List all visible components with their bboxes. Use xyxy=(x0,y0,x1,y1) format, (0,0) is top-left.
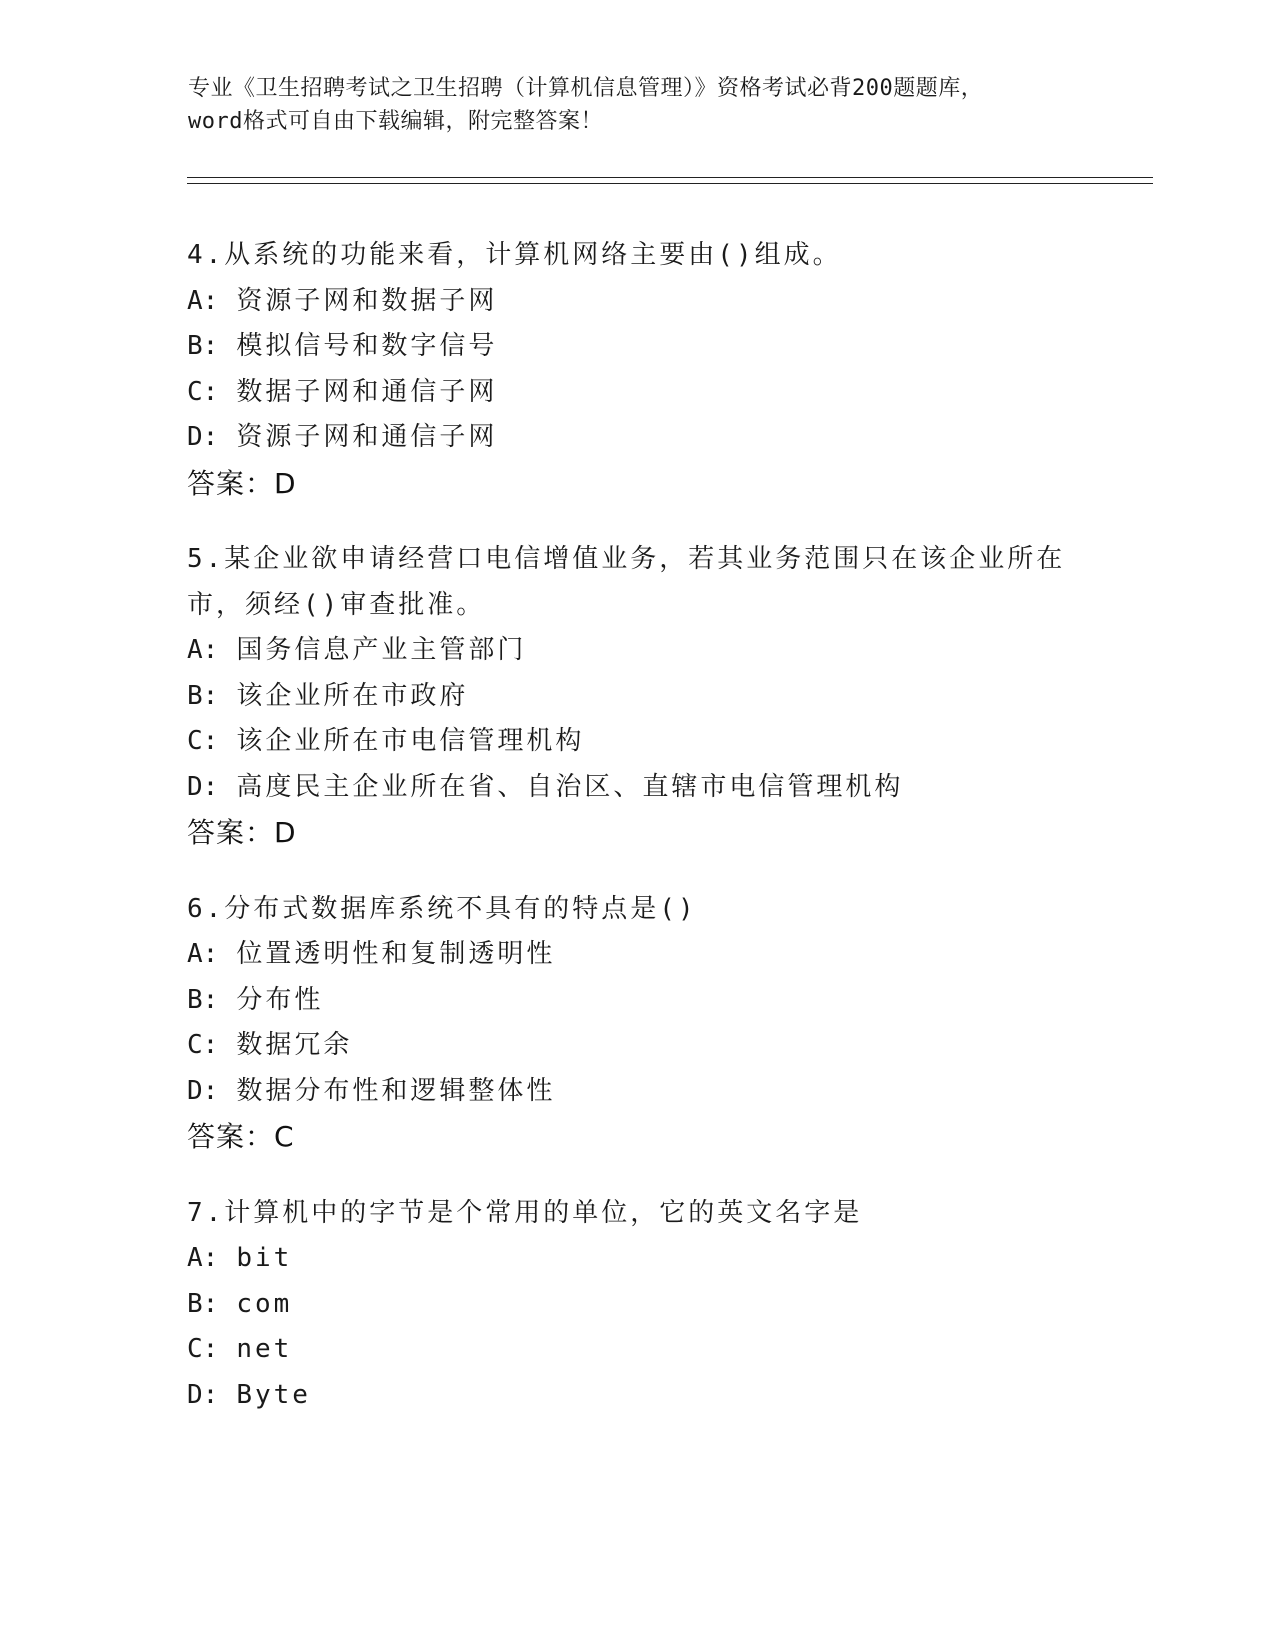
answer-value: C xyxy=(274,1120,295,1153)
option-text: 资源子网和数据子网 xyxy=(236,285,498,316)
question-6 xyxy=(187,887,1147,1160)
option-text: 分布性 xyxy=(236,984,324,1015)
option-text: 资源子网和通信子网 xyxy=(236,422,498,452)
option-text: 模拟信号和数字信号 xyxy=(236,331,498,361)
question-5 xyxy=(187,537,1147,856)
option-letter: C xyxy=(187,726,203,756)
option-b: B: 分布性 xyxy=(187,984,324,1015)
question-4 xyxy=(187,233,1147,506)
answer-label: 答案： xyxy=(187,466,275,500)
option-letter: C xyxy=(187,376,203,407)
option-b: B: 该企业所在市政府 xyxy=(187,680,469,711)
option-d: D: 高度民主企业所在省、自治区、直辖市电信管理机构 xyxy=(187,771,904,802)
option-letter: A xyxy=(187,285,203,316)
option-letter: A xyxy=(187,939,203,969)
option-letter: C xyxy=(187,1030,203,1060)
option-letter: D xyxy=(187,1379,203,1410)
question-7 xyxy=(187,1191,1147,1419)
option-text: com xyxy=(236,1288,293,1319)
option-text: bit xyxy=(236,1243,293,1273)
option-letter: D xyxy=(187,771,203,802)
header-title-line-1: 专业《卫生招聘考试之卫生招聘（计算机信息管理）》资格考试必背200题题库， xyxy=(188,76,984,101)
option-c: C: 该企业所在市电信管理机构 xyxy=(187,726,585,756)
option-d: D: 资源子网和通信子网 xyxy=(187,422,498,452)
option-letter: B xyxy=(187,984,203,1015)
option-text: 位置透明性和复制透明性 xyxy=(236,939,556,969)
option-d: D: Byte xyxy=(187,1379,311,1410)
question-text: 6.分布式数据库系统不具有的特点是() xyxy=(187,893,697,924)
answer-label: 答案： xyxy=(187,816,275,849)
question-text: 7.计算机中的字节是个常用的单位，它的英文名字是 xyxy=(187,1197,863,1228)
option-text: 该企业所在市电信管理机构 xyxy=(236,726,585,756)
header-divider-bottom xyxy=(187,183,1153,184)
question-list xyxy=(187,233,1147,1449)
option-text: 数据冗余 xyxy=(236,1030,353,1060)
option-c: C: 数据冗余 xyxy=(187,1030,353,1060)
option-b: B: com xyxy=(187,1288,293,1319)
option-letter: A xyxy=(187,635,203,665)
answer-line xyxy=(187,461,1147,507)
option-text: 该企业所在市政府 xyxy=(236,680,469,711)
option-letter: B xyxy=(187,680,203,711)
option-letter: C xyxy=(187,1334,203,1364)
option-text: 高度民主企业所在省、自治区、直辖市电信管理机构 xyxy=(236,771,904,802)
answer-line xyxy=(187,1114,1147,1160)
option-text: 国务信息产业主管部门 xyxy=(236,635,527,665)
option-c: C: 数据子网和通信子网 xyxy=(187,376,498,407)
option-a: A: 资源子网和数据子网 xyxy=(187,285,498,316)
option-text: Byte xyxy=(236,1379,311,1410)
option-letter: D xyxy=(187,1075,203,1106)
option-letter: B xyxy=(187,331,203,361)
document-header xyxy=(188,72,1088,138)
option-a: A: 位置透明性和复制透明性 xyxy=(187,939,556,969)
option-a: A: 国务信息产业主管部门 xyxy=(187,635,527,665)
option-a: A: bit xyxy=(187,1243,293,1273)
answer-value: D xyxy=(274,816,297,849)
answer-line xyxy=(187,810,1147,856)
option-letter: A xyxy=(187,1243,203,1273)
option-text: net xyxy=(236,1334,293,1364)
option-text: 数据子网和通信子网 xyxy=(236,376,498,407)
header-divider-top xyxy=(187,177,1153,178)
answer-label: 答案： xyxy=(187,1120,275,1153)
option-c: C: net xyxy=(187,1334,293,1364)
question-text: 4.从系统的功能来看，计算机网络主要由()组成。 xyxy=(187,240,842,270)
question-text: 5.某企业欲申请经营口电信增值业务，若其业务范围只在该企业所在市，须经()审查批准。 xyxy=(187,544,1066,620)
option-text: 数据分布性和逻辑整体性 xyxy=(236,1075,556,1106)
option-d: D: 数据分布性和逻辑整体性 xyxy=(187,1075,556,1106)
answer-value: D xyxy=(274,466,297,500)
header-title-line-2: word格式可自由下载编辑，附完整答案！ xyxy=(188,109,603,134)
option-letter: D xyxy=(187,422,203,452)
option-letter: B xyxy=(187,1288,203,1319)
option-b: B: 模拟信号和数字信号 xyxy=(187,331,498,361)
